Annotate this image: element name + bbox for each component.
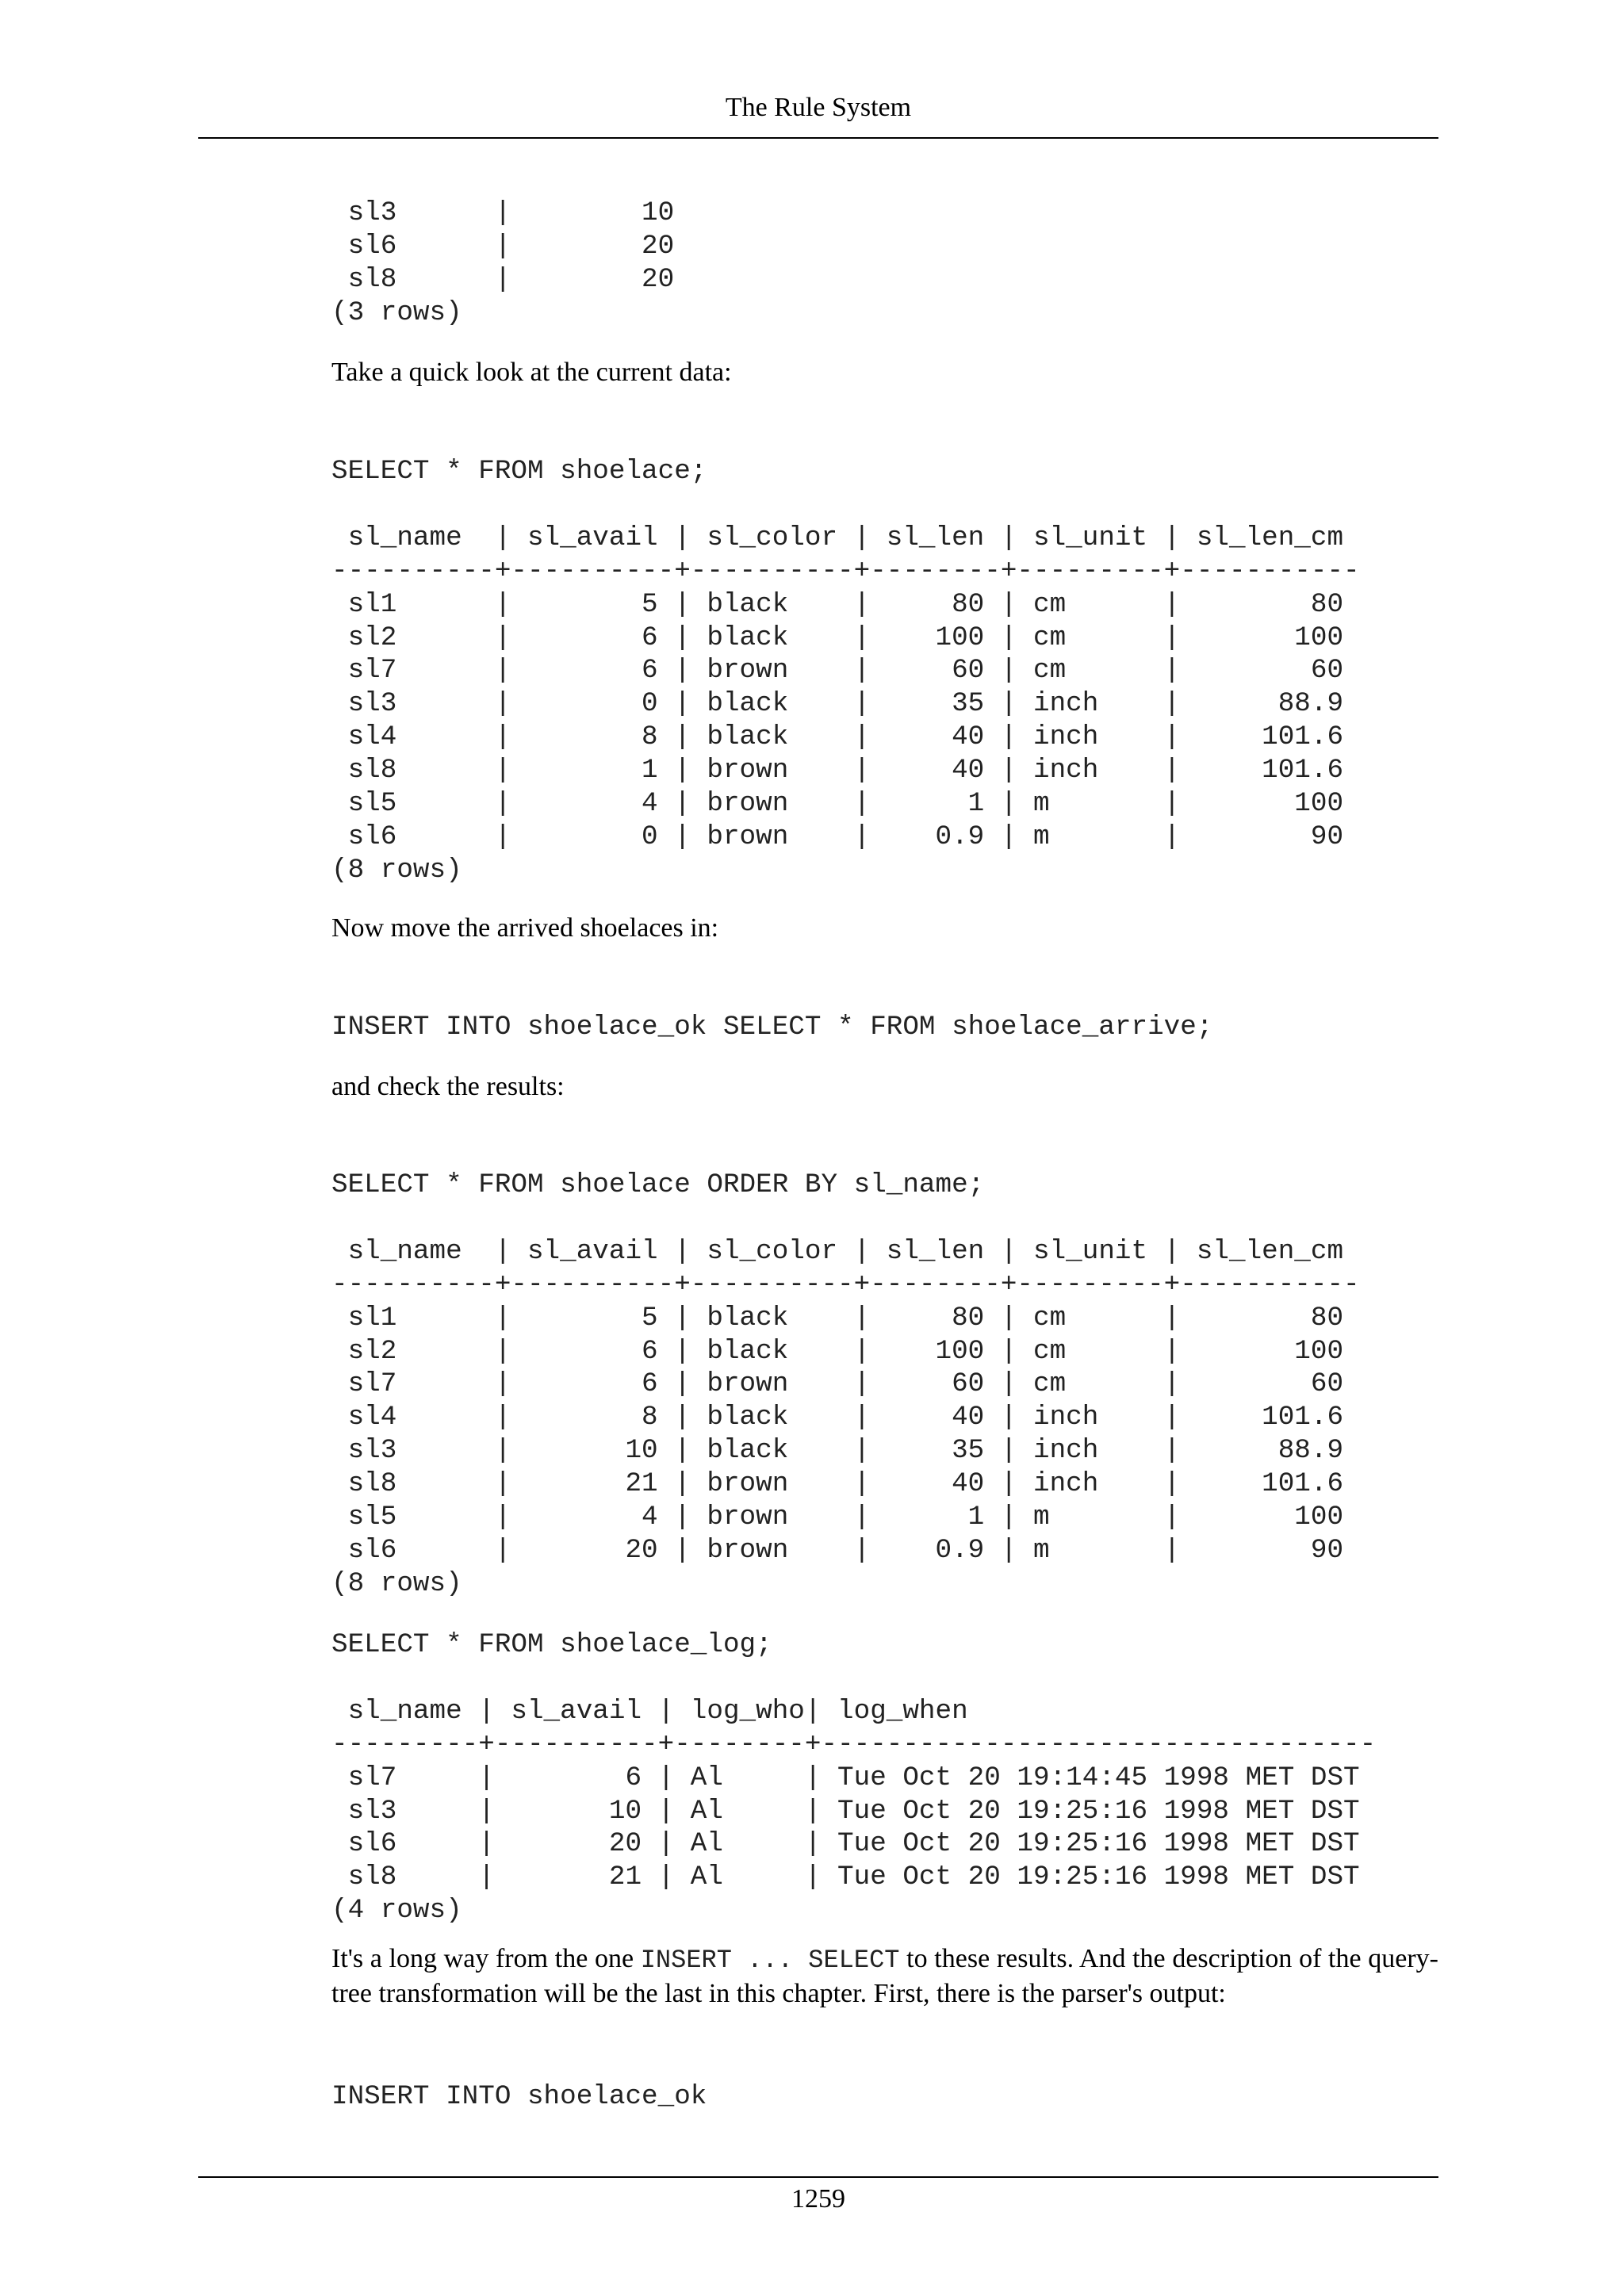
code-select-ordered: SELECT * FROM shoelace ORDER BY sl_name; sl_name | sl_avail | sl_color | sl_len | sl_unit | sl_len_cm ----------+----------+----------+--------+---------+----------- sl1 | 5 | black | 80 | cm | 80 sl2 | 6 | black | 100 | cm | 100 sl7 | 6 | brown | 60 | cm | 60 sl4 | 8 | black | 40 | inch | 101.6 sl3 | 10 | black | 35 | inch | 88.9 sl8 | 21 | brown | 40 | inch | 101.6 sl5 | 4 | brown | 1 | m | 100 sl6 | 20 | brown | 0.9 | m | 90 (8 rows) [331,1169,1360,1599]
para-long-way-after: to these results. And the description of the query-tree transformation will be the last in this chapter. First, there is the parser's output: [331,1944,1438,2008]
code-select-shoelace-log: SELECT * FROM shoelace_log; sl_name | sl_avail | log_who| log_when ---------+----------+--------+---------------------------------- sl7 | 6 | Al | Tue Oct 20 19:14:45 1998 MET DST sl3 | 10 | Al | Tue Oct 20 19:25:16 1998 MET DST sl6 | 20 | Al | Tue Oct 20 19:25:16 1998 MET DST sl8 | 21 | Al | Tue Oct 20 19:25:16 1998 MET DST (4 rows) [331,1629,1377,1927]
header-rule [198,137,1438,139]
para-move-shoelaces: Now move the arrived shoelaces in: [331,913,719,943]
code-rows-tail: sl3 | 10 sl6 | 20 sl8 | 20 (3 rows) [331,197,675,328]
inline-code-insert-select: INSERT ... SELECT [640,1946,900,1975]
code-select-shoelace: SELECT * FROM shoelace; sl_name | sl_avail | sl_color | sl_len | sl_unit | sl_len_cm ----------+----------+----------+--------+---------+----------- sl1 | 5 | black | 80 | cm | 80 sl2 | 6 | black | 100 | cm | 100 sl7 | 6 | brown | 60 | cm | 60 sl3 | 0 | black | 35 | inch | 88.9 sl4 | 8 | black | 40 | inch | 101.6 sl8 | 1 | brown | 40 | inch | 101.6 sl5 | 4 | brown | 1 | m | 100 sl6 | 0 | brown | 0.9 | m | 90 (8 rows) [331,456,1360,886]
code-insert-shoelace-ok: INSERT INTO shoelace_ok SELECT * FROM shoelace_arrive; [331,1012,1213,1043]
code-insert-start: INSERT INTO shoelace_ok [331,2081,707,2112]
para-long-way-before: It's a long way from the one [331,1944,641,1973]
para-quick-look: Take a quick look at the current data: [331,358,732,387]
page-number: 1259 [791,2184,845,2214]
footer-rule [198,2176,1438,2178]
para-long-way [331,1942,1438,2011]
running-header: The Rule System [725,93,912,122]
para-check-results: and check the results: [331,1072,565,1101]
